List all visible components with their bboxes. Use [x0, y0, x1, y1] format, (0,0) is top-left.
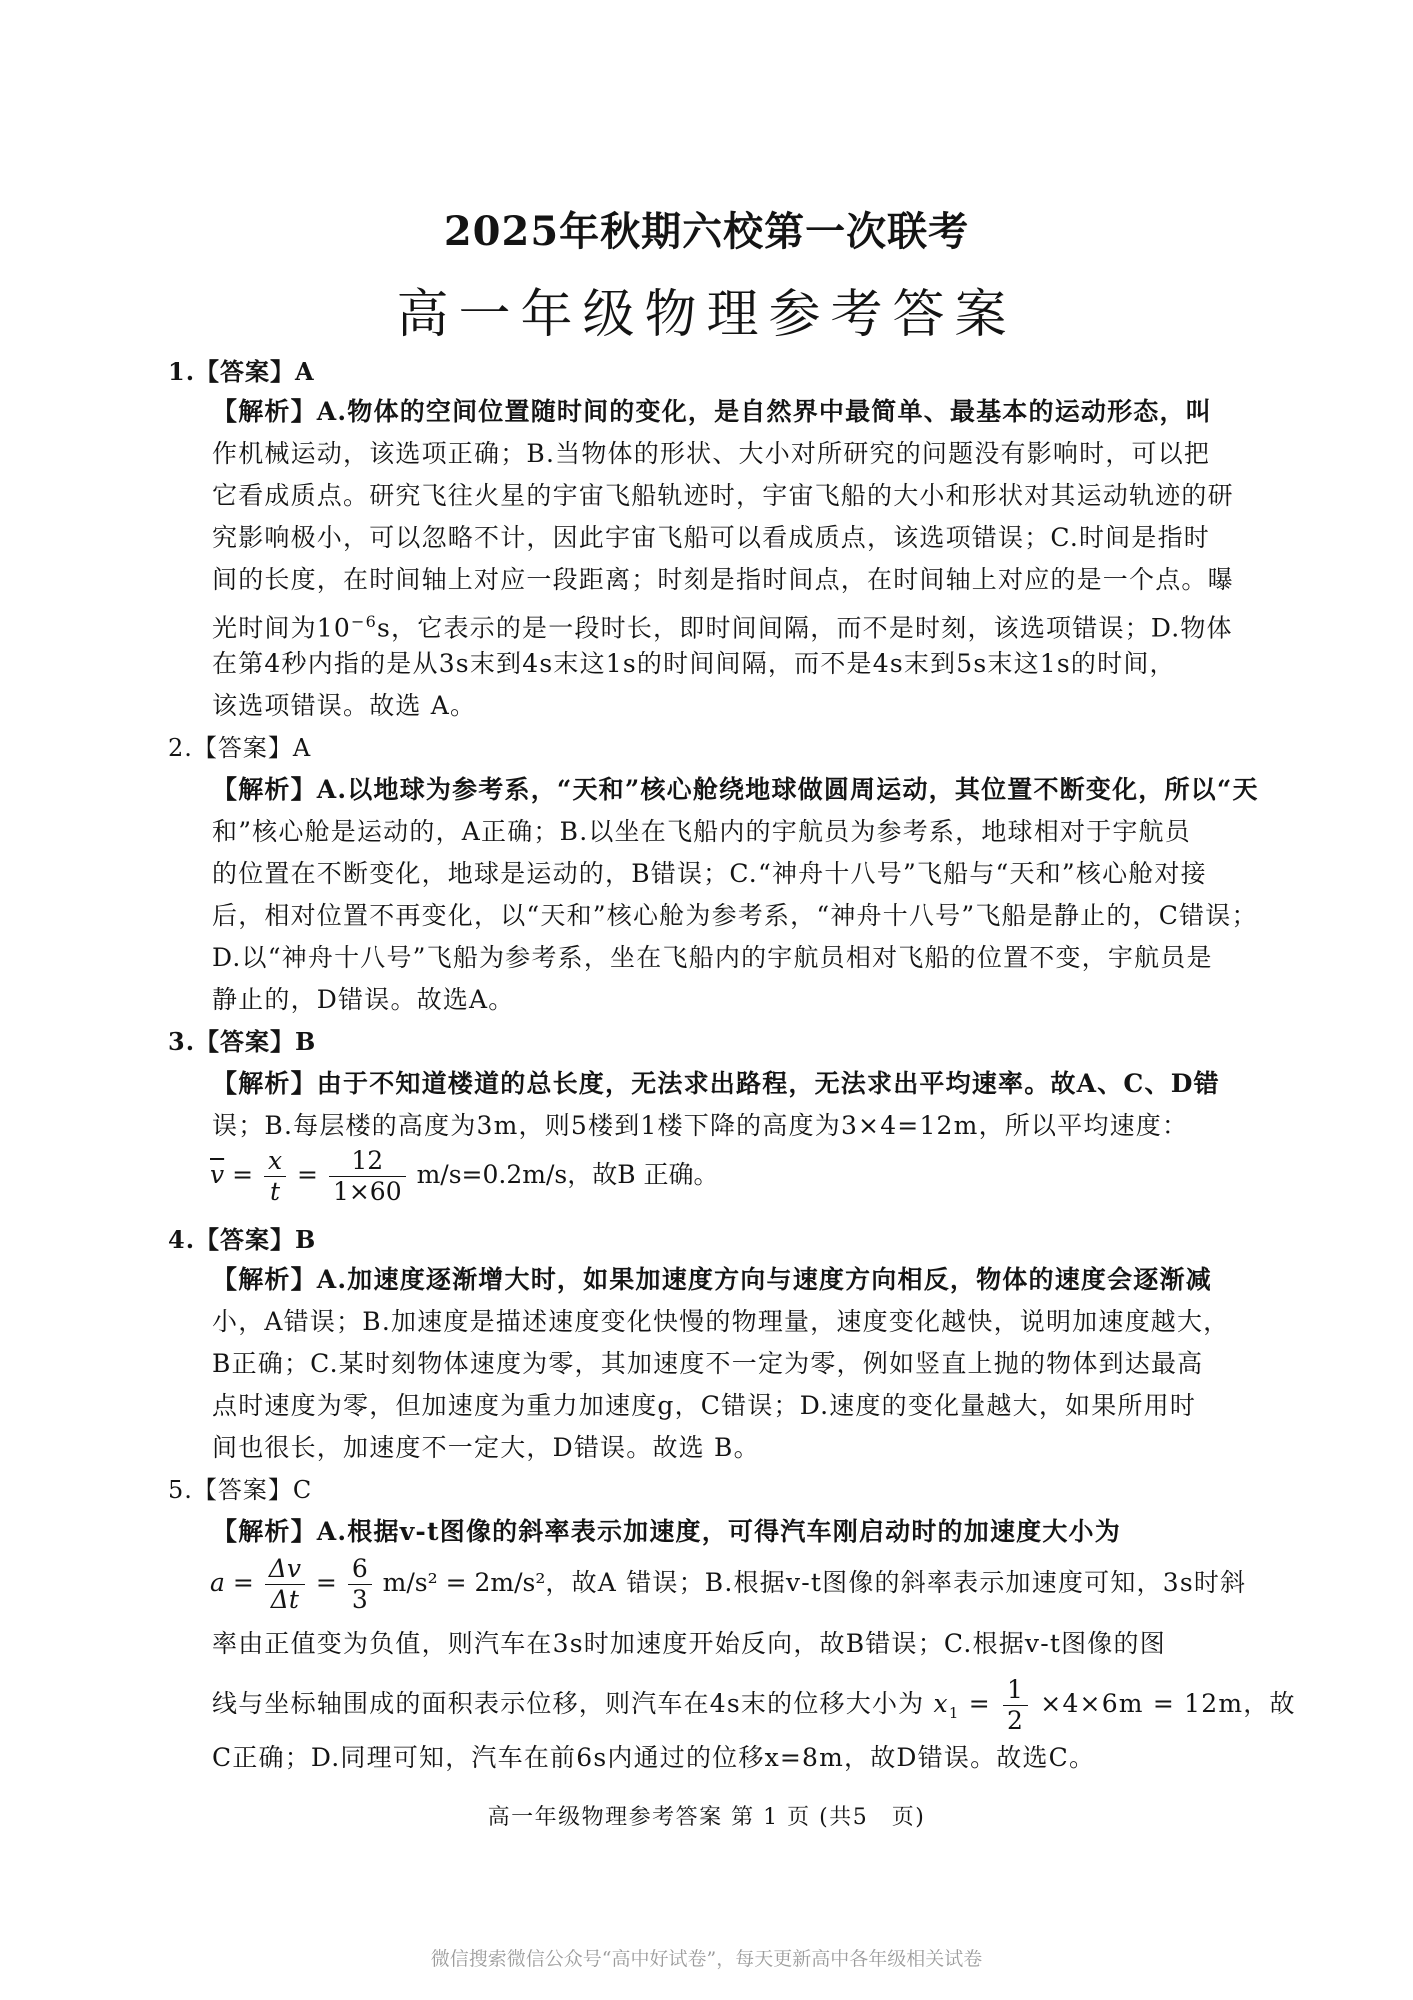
- fraction-dv-over-dt: [265, 1554, 305, 1615]
- q2-answer: 2.【答案】A: [168, 734, 312, 762]
- formula-result: m/s² = 2m/s²: [382, 1568, 546, 1597]
- q2-line-6: 静止的，D错误。故选A。: [212, 985, 515, 1014]
- numerator: Δv: [265, 1554, 305, 1585]
- q1-answer: 1.【答案】A: [168, 357, 315, 386]
- fraction-one-half: [1003, 1675, 1028, 1736]
- q2-line-4: 后，相对位置不再变化，以“天和”核心舱为参考系，“神舟十八号”飞船是静止的，C错误；: [212, 901, 1258, 930]
- q3-line-2: 误；B.每层楼的高度为3m，则5楼到1楼下降的高度为3×4=12m，所以平均速度：: [212, 1111, 1189, 1140]
- q2-line-5: D.以“神舟十八号”飞船为参考系，坐在飞船内的宇航员相对飞船的位置不变，宇航员是: [212, 943, 1213, 972]
- equals-sign: =: [315, 1568, 337, 1597]
- q2-line-2: 和”核心舱是运动的，A正确；B.以坐在飞船内的宇航员为参考系，地球相对于宇航员: [212, 817, 1191, 846]
- numerator: x: [264, 1146, 286, 1177]
- q5-answer: 5.【答案】C: [168, 1476, 313, 1504]
- q1-line-8: 该选项错误。故选 A。: [212, 691, 477, 720]
- exam-title: 2025年秋期六校第一次联考: [443, 208, 970, 255]
- q1-line-1: 【解析】A.物体的空间位置随时间的变化，是自然界中最简单、最基本的运动形态，叫: [212, 397, 1212, 426]
- q5-line-5: C正确；D.同理可知，汽车在前6s内通过的位移x=8m，故D错误。故选C。: [212, 1743, 1096, 1772]
- q4-answer: 4.【答案】B: [168, 1225, 317, 1254]
- equals-sign: =: [297, 1160, 318, 1189]
- q5-line-2-text: ，故A 错误；B.根据v-t图像的斜率表示加速度可知，3s时斜: [545, 1568, 1247, 1597]
- q4-line-5: 间也很长，加速度不一定大，D错误。故选 B。: [212, 1433, 760, 1462]
- fraction-12-over-60: [329, 1146, 406, 1207]
- formula-result: ×4×6m = 12m: [1040, 1689, 1244, 1718]
- subscript: 1: [948, 1704, 960, 1722]
- denominator: 3: [351, 1585, 368, 1614]
- q3-formula: [210, 1146, 719, 1207]
- exponent: −6: [351, 612, 378, 631]
- equals-sign: =: [232, 1568, 254, 1597]
- q1-line-3: 它看成质点。研究飞往火星的宇宙飞船轨迹时，宇宙飞船的大小和形状对其运动轨迹的研: [212, 481, 1234, 510]
- numerator: 1: [1003, 1675, 1028, 1706]
- q5-line-4: [212, 1672, 1296, 1745]
- watermark-text: 微信搜索微信公众号“高中好试卷”，每天更新高中各年级相关试卷: [430, 1948, 983, 1970]
- q4-line-3: B正确；C.某时刻物体速度为零，其加速度不一定为零，例如竖直上抛的物体到达最高: [212, 1349, 1204, 1378]
- page-footer: 高一年级物理参考答案 第 1 页 (共5 页): [487, 1805, 926, 1830]
- q2-line-3: 的位置在不断变化，地球是运动的，B错误；C.“神舟十八号”飞船与“天和”核心舱对接: [212, 859, 1207, 888]
- q4-line-2: 小，A错误；B.加速度是描述速度变化快慢的物理量，速度变化越快，说明加速度越大，: [212, 1307, 1230, 1336]
- answer-key-title: 高一年级物理参考答案: [396, 285, 1017, 345]
- q1-line-6: [212, 604, 1233, 646]
- denominator: 1×60: [332, 1177, 402, 1206]
- q5-line-4-text: 线与坐标轴围成的面积表示位移，则汽车在4s末的位移大小为: [212, 1689, 925, 1718]
- q3-line-1: 【解析】由于不知道楼道的总长度，无法求出路程，无法求出平均速率。故A、C、D错: [212, 1069, 1220, 1098]
- numerator: 6: [348, 1554, 372, 1585]
- q5-line-2: [210, 1554, 1246, 1615]
- fraction-x-over-t: [264, 1146, 286, 1207]
- formula-result: m/s=0.2m/s，故B 正确。: [416, 1160, 719, 1189]
- q1-line-5: 间的长度，在时间轴上对应一段距离；时刻是指时间点，在时间轴上对应的是一个点。曝: [212, 565, 1234, 594]
- q4-line-4: 点时速度为零，但加速度为重力加速度g，C错误；D.速度的变化量越大，如果所用时: [212, 1391, 1197, 1420]
- q1-line-6-start: 光时间为10: [212, 613, 352, 643]
- q1-line-6-end: s，它表示的是一段时长，即时间间隔，而不是时刻，该选项错误；D.物体: [377, 613, 1233, 643]
- q1-line-4: 究影响极小，可以忽略不计，因此宇宙飞船可以看成质点，该选项错误；C.时间是指时: [212, 523, 1210, 552]
- q1-line-7: 在第4秒内指的是从3s末到4s末这1s的时间间隔，而不是4s末到5s末这1s的时间，: [212, 649, 1176, 678]
- velocity-symbol: $\overline{v}$: [210, 1160, 225, 1189]
- q4-line-1: 【解析】A.加速度逐渐增大时，如果加速度方向与速度方向相反，物体的速度会逐渐减: [212, 1265, 1212, 1294]
- displacement-symbol: x: [933, 1689, 949, 1718]
- q2-line-1: 【解析】A.以地球为参考系，“天和”核心舱绕地球做圆周运动，其位置不断变化，所以“天: [212, 775, 1259, 804]
- denominator: Δt: [270, 1585, 299, 1614]
- q3-answer: 3.【答案】B: [168, 1027, 317, 1056]
- fraction-6-over-3: [348, 1554, 372, 1615]
- denominator: 2: [1007, 1706, 1025, 1735]
- acceleration-symbol: a: [210, 1568, 225, 1597]
- equals-sign: =: [968, 1689, 991, 1718]
- q5-line-4-end: ，故: [1243, 1689, 1296, 1718]
- q1-line-2: 作机械运动，该选项正确；B.当物体的形状、大小对所研究的问题没有影响时，可以把: [212, 439, 1211, 468]
- equals-sign: =: [232, 1160, 254, 1189]
- denominator: t: [270, 1177, 281, 1206]
- q5-line-1: 【解析】A.根据v-t图像的斜率表示加速度，可得汽车刚启动时的加速度大小为: [212, 1517, 1121, 1546]
- numerator: 12: [329, 1146, 406, 1177]
- q5-line-3: 率由正值变为负值，则汽车在3s时加速度开始反向，故B错误；C.根据v-t图像的图: [212, 1629, 1166, 1658]
